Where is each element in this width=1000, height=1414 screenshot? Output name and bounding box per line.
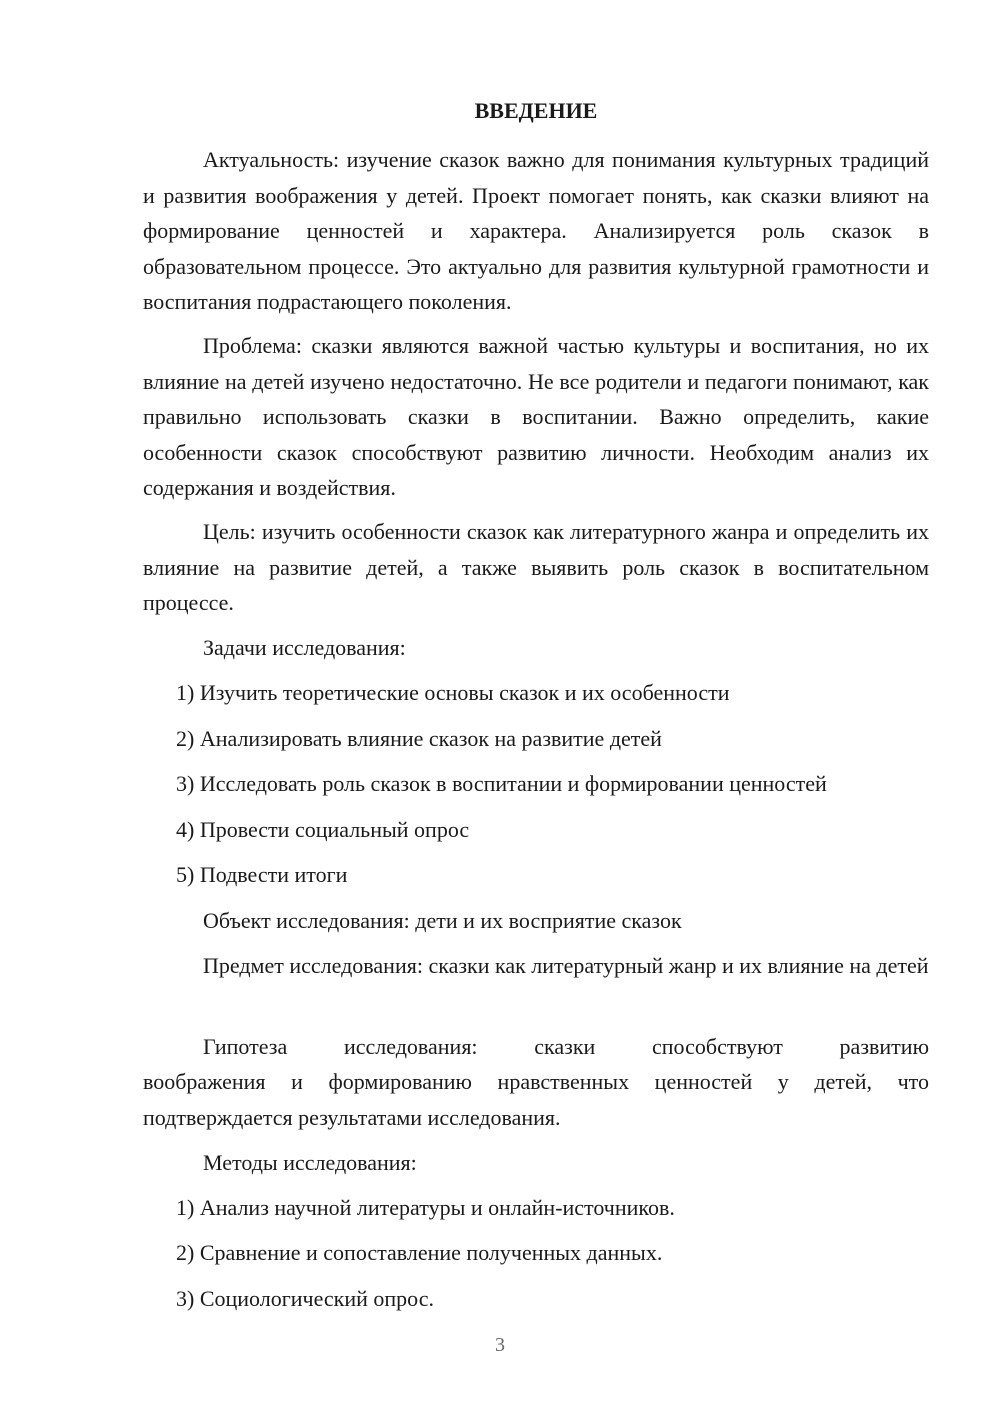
object-paragraph: Объект исследования: дети и их восприятие сказок (203, 908, 682, 933)
method-item: 2) Сравнение и сопоставление полученных данных. (176, 1240, 663, 1265)
task-item: 1) Изучить теоретические основы сказок и их особенности (176, 680, 730, 705)
subject-paragraph: Предмет исследования: сказки как литературный жанр и их влияние на детей (203, 953, 929, 978)
task-item: 3) Исследовать роль сказок в воспитании и формировании ценностей (176, 771, 827, 796)
method-item: 3) Социологический опрос. (176, 1286, 434, 1311)
task-item: 4) Провести социальный опрос (176, 817, 470, 842)
methods-heading: Методы исследования: (203, 1150, 417, 1175)
hypothesis-paragraph: воображения и формированию нравственных ценностей у детей, что подтверждается результатами исследования. (143, 1069, 929, 1130)
problem-paragraph: Проблема: сказки являются важной частью культуры и воспитания, но их влияние на детей изучено недостаточно. Не все родители и педагоги понимают, как правильно использовать сказки в воспитании. Важно определить, какие особенности сказок способствуют развитию личности. Необходим анализ их содержания и воздействия. (143, 333, 929, 500)
task-item: 5) Подвести итоги (176, 862, 348, 887)
method-item: 1) Анализ научной литературы и онлайн-источников. (176, 1195, 675, 1220)
page-title: ВВЕДЕНИЕ (474, 98, 598, 123)
hypothesis-first-line: Гипотеза исследования: сказки способствуют развитию (203, 1034, 929, 1059)
relevance-paragraph: Актуальность: изучение сказок важно для понимания культурных традиций и развития воображения у детей. Проект помогает понять, как сказки влияют на формирование ценностей и характера. Анализируется роль сказок в образовательном процессе. Это актуально для развития культурной грамотности и воспитания подрастающего поколения. (143, 147, 929, 314)
tasks-heading: Задачи исследования: (203, 635, 406, 660)
goal-paragraph: Цель: изучить особенности сказок как литературного жанра и определить их влияние на развитие детей, а также выявить роль сказок в воспитательном процессе. (143, 519, 929, 615)
page-number: 3 (495, 1334, 505, 1356)
task-item: 2) Анализировать влияние сказок на развитие детей (176, 726, 662, 751)
